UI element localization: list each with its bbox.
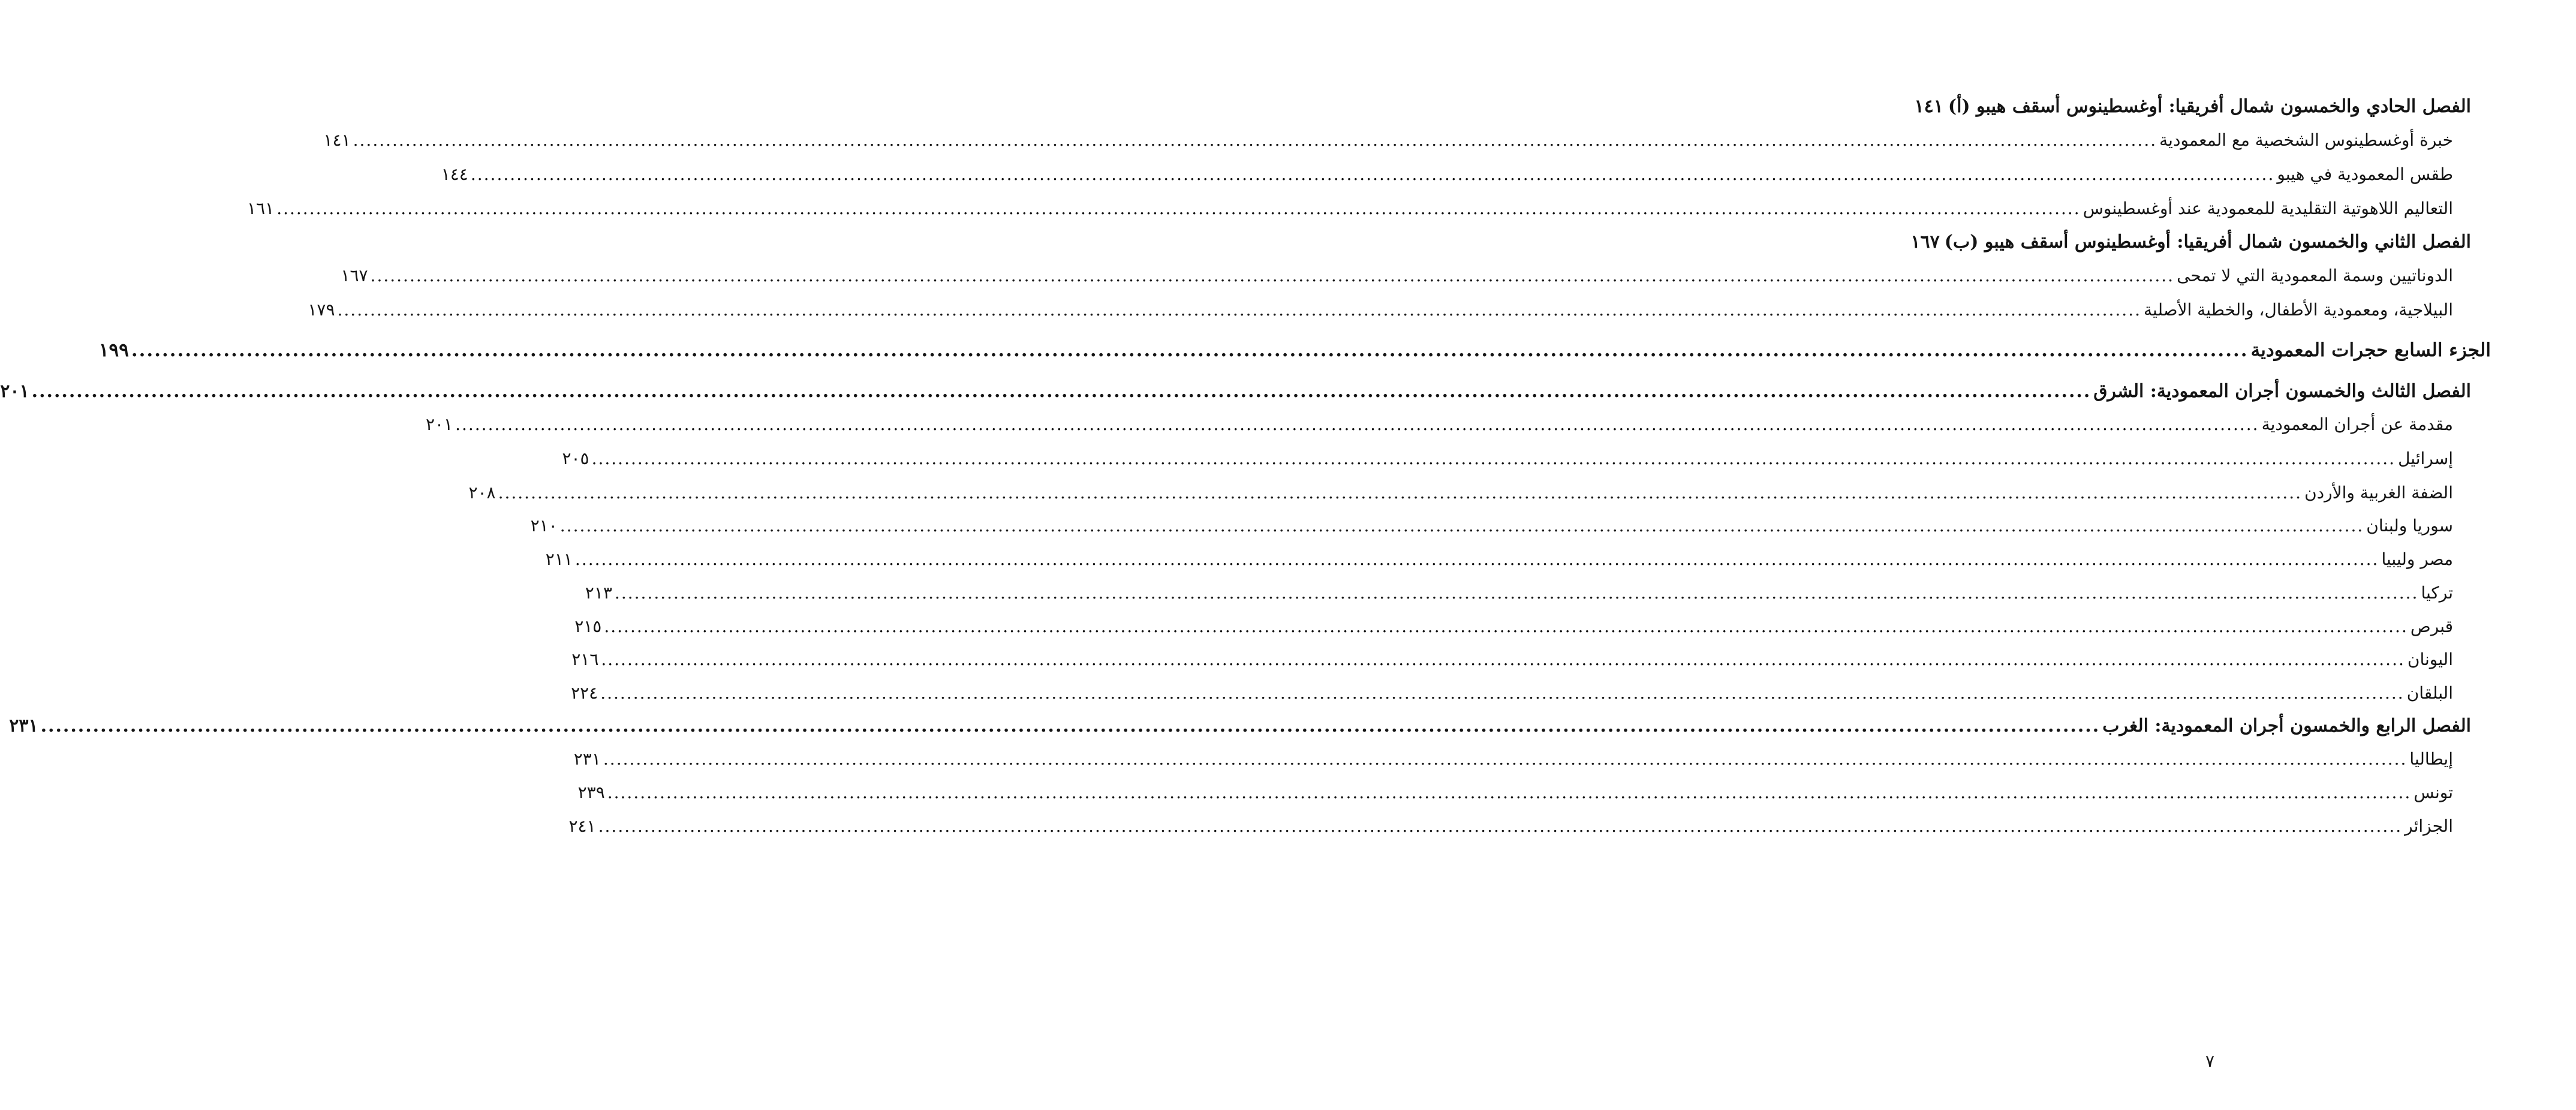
toc-entry-title: الضفة الغربية والأردن [2304,483,2453,503]
toc-section-entry [585,583,2453,603]
toc-entry-page: ٢١٣ [585,583,612,603]
toc-entry-title: سوريا ولبنان [2366,516,2453,536]
toc-entry-page: ٢٣١ [9,715,38,736]
toc-entry-page: ٢٠١ [425,414,453,434]
toc-entry-title: البلقان [2406,683,2453,703]
toc-entry-page: ٢٠٥ [562,449,589,468]
toc-entry-page: ١٤٤ [441,164,468,184]
toc-entry-title: الجزائر [2405,816,2453,836]
toc-entry-page: ١٧٩ [308,300,335,320]
toc-entry-page: ٢١٥ [574,616,602,636]
toc-entry-page: ٢١١ [545,549,573,569]
toc-entry-title: تركيا [2421,583,2453,603]
toc-entry-page: ٢٠١ [0,381,29,402]
dot-leader [607,783,2412,802]
toc-entry-page: ٢٢٤ [571,683,598,703]
toc-chapter-entry [1914,96,2471,117]
toc-section-entry [308,300,2453,320]
toc-entry-title: الفصل الثالث والخمسون أجران المعمودية: الشرق [2093,381,2471,402]
toc-section-entry [425,414,2453,434]
toc-entry-title: مقدمة عن أجران المعمودية [2261,414,2453,434]
dot-leader [575,549,2379,569]
dot-leader [603,749,2408,769]
dot-leader [598,816,2403,836]
toc-entry-title: الفصل الرابع والخمسون أجران المعمودية: الغرب [2102,715,2471,736]
dot-leader [371,266,2175,285]
toc-entry-title: الفصل الثاني والخمسون شمال أفريقيا: أوغسطينوس أسقف هيبو (ب) [1944,231,2471,252]
toc-entry-title: تونس [2414,783,2453,802]
toc-entry-page: ٢١٦ [571,649,599,669]
toc-entry-page: ١٤١ [323,130,351,150]
toc-entry-page: ١٦٧ [341,266,368,285]
dot-leader [276,198,2081,218]
toc-section-entry [323,130,2453,150]
dot-leader [131,339,2249,361]
toc-entry-title: طقس المعمودية في هيبو [2277,164,2453,184]
dot-leader [455,414,2259,434]
toc-entry-page: ١٩٩ [98,339,129,361]
toc-entry-title: اليونان [2407,649,2453,669]
dot-leader [604,616,2408,636]
toc-entry-page: ٢٤١ [568,816,596,836]
toc-section-entry [247,198,2453,218]
toc-entry-title: إيطاليا [2409,749,2453,769]
toc-section-entry [545,549,2453,569]
page-number: ٧ [2205,1051,2215,1071]
dot-leader [471,164,2275,184]
toc-entry-title: خبرة أوغسطينوس الشخصية مع المعمودية [2159,130,2453,150]
toc-section-entry [571,683,2453,703]
toc-entry-page: ٢٣٩ [577,783,605,802]
dot-leader [32,381,2092,402]
toc-entry-title: مصر وليبيا [2381,549,2453,569]
toc-section-entry [573,749,2453,769]
toc-section-entry [441,164,2453,184]
toc-section-entry [577,783,2453,802]
toc-chapter-entry [9,715,2471,736]
toc-entry-title: الفصل الحادي والخمسون شمال أفريقيا: أوغسطينوس أسقف هيبو (أ) [1948,96,2471,117]
toc-entry-page: ١٤١ [1914,96,1943,117]
toc-section-entry [574,616,2453,636]
dot-leader [601,649,2405,669]
dot-leader [41,715,2100,736]
toc-section-entry [341,266,2453,285]
dot-leader [498,483,2303,503]
toc-entry-page: ٢٣١ [573,749,601,769]
toc-section-entry [562,449,2453,468]
toc-entry-title: الجزء السابع حجرات المعمودية [2250,339,2491,361]
toc-entry-page: ١٦٧ [1910,231,1940,252]
toc-section-entry [568,816,2453,836]
toc-entry-title: الدوناتيين وسمة المعمودية التي لا تمحى [2177,266,2453,285]
toc-entry-title: قبرص [2410,616,2453,636]
dot-leader [338,300,2142,320]
toc-entry-title: التعاليم اللاهوتية التقليدية للمعمودية عند أوغسطينوس [2083,198,2453,218]
toc-section-entry [468,483,2453,503]
toc-section-entry [530,516,2453,536]
toc-entry-page: ١٦١ [247,198,275,218]
toc-chapter-entry [0,381,2471,402]
dot-leader [615,583,2419,603]
toc-entry-title: إسرائيل [2398,449,2453,468]
toc-chapter-entry [1910,231,2471,252]
dot-leader [600,683,2405,703]
dot-leader [353,130,2157,150]
toc-entry-page: ٢١٠ [530,516,558,536]
dot-leader [560,516,2364,536]
toc-part-entry [98,339,2491,361]
toc-entry-title: البيلاجية، ومعمودية الأطفال، والخطية الأصلية [2144,300,2453,320]
toc-entry-page: ٢٠٨ [468,483,496,503]
toc-section-entry [571,649,2453,669]
dot-leader [592,449,2396,468]
